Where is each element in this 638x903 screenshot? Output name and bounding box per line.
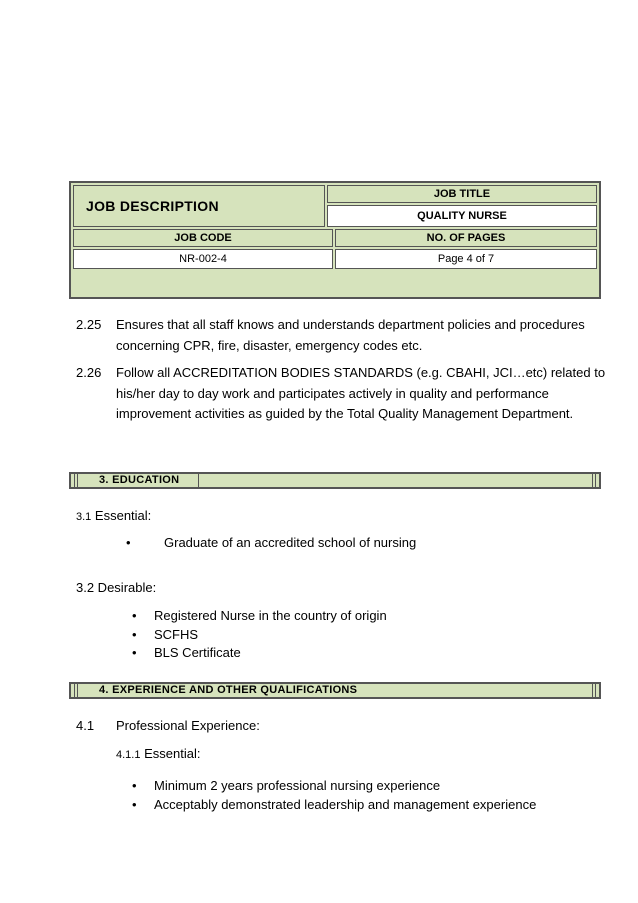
job-description-title: JOB DESCRIPTION	[73, 185, 325, 227]
sub-number: 4.1.1	[116, 749, 141, 761]
list-item	[126, 626, 387, 645]
sub-label: Essential:	[144, 746, 201, 761]
essential-list	[120, 534, 416, 553]
list-item	[126, 777, 536, 796]
bar-divider	[198, 473, 199, 488]
essential-label: Essential:	[94, 508, 152, 523]
experience-heading: 4. EXPERIENCE AND OTHER QUALIFICATIONS	[99, 684, 358, 696]
item-number: 2.25	[76, 317, 102, 332]
experience-heading-bar	[69, 682, 601, 699]
bullet-icon: •	[132, 796, 137, 812]
bullet-icon: •	[132, 645, 137, 660]
list-item	[120, 534, 416, 553]
desirable-list	[126, 607, 387, 663]
job-title-label: JOB TITLE	[327, 185, 597, 203]
item-number: 2.26	[76, 365, 102, 380]
list-item	[126, 607, 387, 626]
pages-label: NO. OF PAGES	[335, 229, 597, 247]
job-code-label: JOB CODE	[73, 229, 333, 247]
essential-4-1-1	[116, 746, 200, 761]
list-item-text: SCFHS	[154, 626, 199, 642]
job-code-value: NR-002-4	[73, 249, 333, 269]
item-text: Ensures that all staff knows and understands department policies and procedures concerning CPR, fire, disaster, emergency codes etc.	[116, 317, 585, 353]
education-heading-bar	[69, 472, 601, 489]
essential-3-1	[76, 508, 151, 523]
list-item-text: Minimum 2 years professional nursing experience	[154, 778, 441, 793]
bullet-icon: •	[132, 626, 137, 642]
bullet-icon: •	[126, 535, 131, 550]
job-title-value: QUALITY NURSE	[327, 205, 597, 227]
education-heading: 3. EDUCATION	[99, 474, 180, 486]
list-item-text: Acceptably demonstrated leadership and management experience	[154, 796, 537, 812]
list-item-text: BLS Certificate	[154, 645, 241, 660]
essential-number: 3.1	[76, 511, 92, 523]
pages-value: Page 4 of 7	[335, 249, 597, 269]
desirable-label: 3.2 Desirable:	[76, 580, 157, 595]
experience-list	[126, 777, 536, 814]
list-item	[126, 644, 387, 663]
list-item-text: Registered Nurse in the country of origin	[154, 608, 387, 623]
professional-label: Professional Experience:	[116, 718, 260, 733]
list-item-text: Graduate of an accredited school of nursing	[164, 535, 417, 550]
list-item	[126, 796, 536, 815]
bullet-icon: •	[132, 778, 137, 793]
professional-number: 4.1	[76, 718, 95, 733]
job-header-table	[69, 181, 601, 299]
bullet-icon: •	[132, 608, 137, 623]
item-text: Follow all ACCREDITATION BODIES STANDARDS (e.g. CBAHI, JCI…etc) related to his/her day to day work and participates actively in quality and performance improvement activities as guided by the Total Quality Management Department.	[116, 365, 606, 421]
professional-experience	[76, 718, 260, 733]
